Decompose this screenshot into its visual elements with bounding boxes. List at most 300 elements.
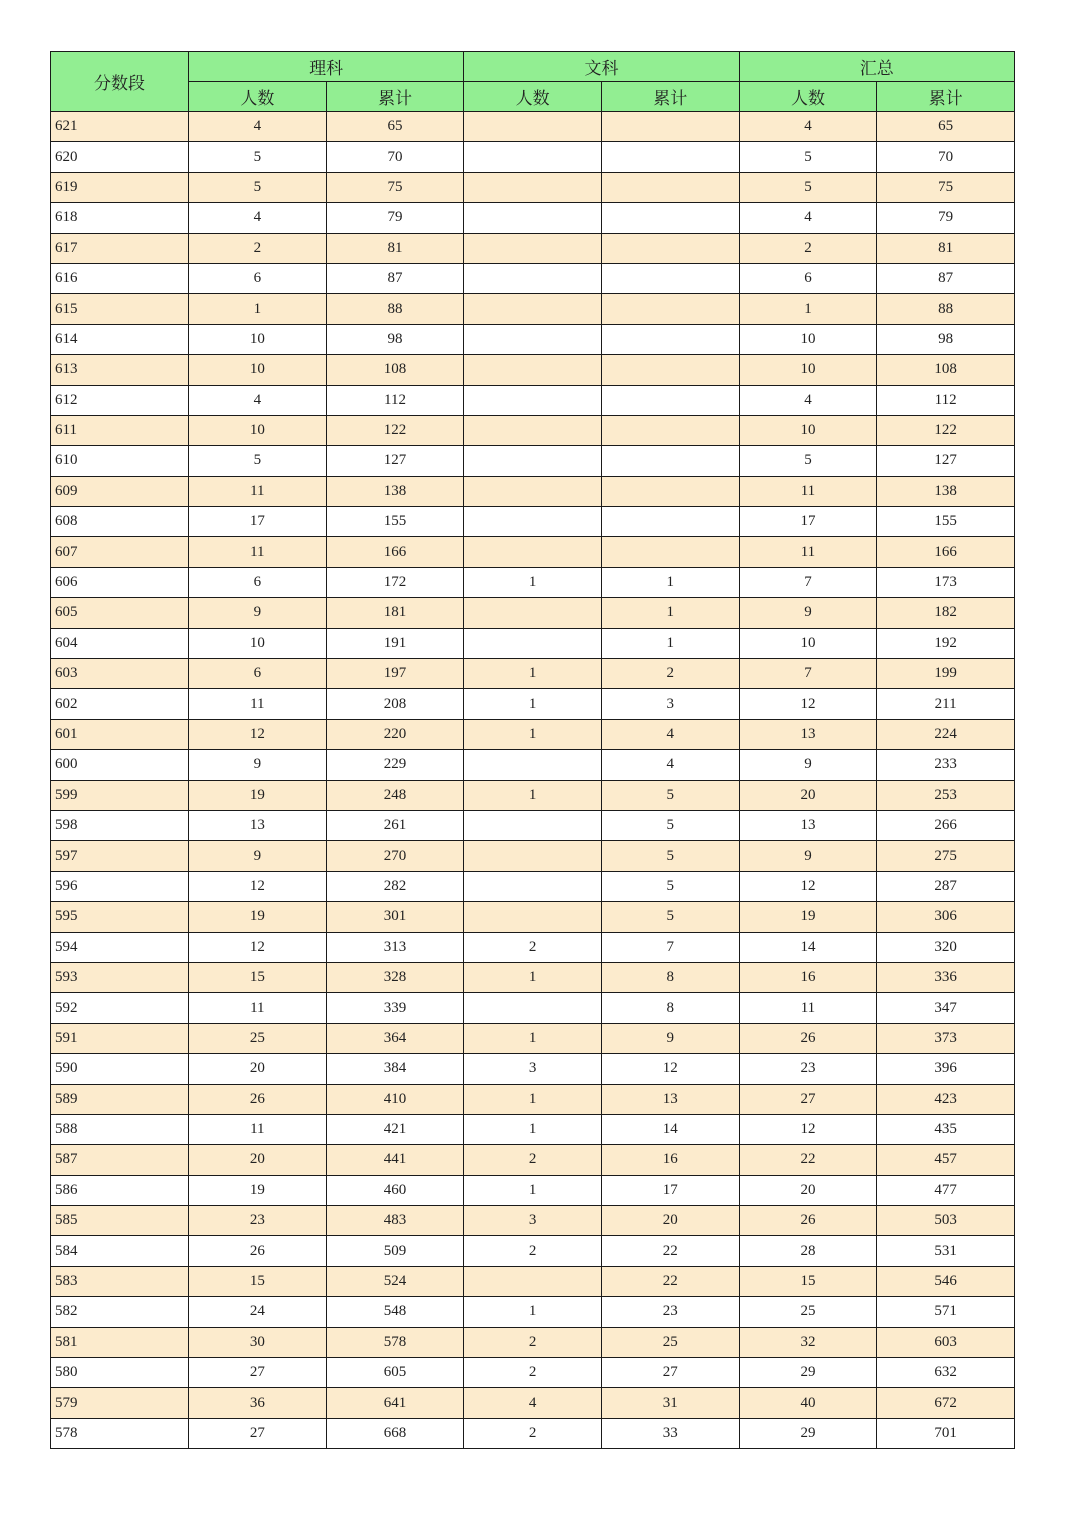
cell-science-cumulative: 548	[326, 1297, 464, 1327]
cell-arts-count	[464, 263, 602, 293]
cell-score: 620	[51, 142, 189, 172]
table-row	[51, 750, 1015, 780]
cell-arts-count	[464, 841, 602, 871]
cell-score: 604	[51, 628, 189, 658]
cell-score: 586	[51, 1175, 189, 1205]
cell-total-count: 6	[739, 263, 877, 293]
cell-total-count: 26	[739, 1023, 877, 1053]
cell-science-cumulative: 65	[326, 112, 464, 142]
cell-total-count: 20	[739, 780, 877, 810]
cell-total-cumulative: 75	[877, 172, 1015, 202]
header-score-band: 分数段	[51, 52, 189, 112]
cell-arts-count	[464, 871, 602, 901]
cell-total-count: 11	[739, 993, 877, 1023]
cell-total-cumulative: 373	[877, 1023, 1015, 1053]
cell-score: 580	[51, 1358, 189, 1388]
cell-total-count: 13	[739, 719, 877, 749]
table-row	[51, 962, 1015, 992]
cell-arts-count	[464, 446, 602, 476]
cell-science-count: 2	[189, 233, 327, 263]
cell-science-cumulative: 220	[326, 719, 464, 749]
cell-arts-count	[464, 537, 602, 567]
cell-science-cumulative: 339	[326, 993, 464, 1023]
cell-arts-count: 1	[464, 1023, 602, 1053]
cell-total-cumulative: 571	[877, 1297, 1015, 1327]
cell-score: 579	[51, 1388, 189, 1418]
cell-arts-cumulative: 4	[601, 719, 739, 749]
cell-arts-cumulative	[601, 142, 739, 172]
cell-total-count: 12	[739, 1114, 877, 1144]
cell-score: 609	[51, 476, 189, 506]
cell-arts-count: 1	[464, 962, 602, 992]
cell-science-count: 6	[189, 567, 327, 597]
cell-score: 601	[51, 719, 189, 749]
cell-arts-cumulative: 4	[601, 750, 739, 780]
cell-arts-count	[464, 507, 602, 537]
cell-science-cumulative: 578	[326, 1327, 464, 1357]
cell-science-cumulative: 282	[326, 871, 464, 901]
table-row	[51, 203, 1015, 233]
header-row-top	[51, 52, 1015, 82]
cell-science-cumulative: 138	[326, 476, 464, 506]
cell-arts-cumulative: 16	[601, 1145, 739, 1175]
cell-arts-count: 1	[464, 1297, 602, 1327]
cell-arts-cumulative: 5	[601, 810, 739, 840]
cell-score: 610	[51, 446, 189, 476]
header-science: 理科	[189, 52, 464, 82]
cell-arts-count	[464, 233, 602, 263]
table-row	[51, 598, 1015, 628]
cell-arts-cumulative: 1	[601, 598, 739, 628]
cell-score: 584	[51, 1236, 189, 1266]
cell-arts-cumulative: 7	[601, 932, 739, 962]
cell-arts-count	[464, 1266, 602, 1296]
cell-total-count: 2	[739, 233, 877, 263]
cell-total-cumulative: 672	[877, 1388, 1015, 1418]
cell-total-count: 10	[739, 355, 877, 385]
cell-total-count: 5	[739, 446, 877, 476]
cell-science-cumulative: 81	[326, 233, 464, 263]
cell-science-cumulative: 79	[326, 203, 464, 233]
cell-total-cumulative: 603	[877, 1327, 1015, 1357]
cell-arts-count: 2	[464, 1358, 602, 1388]
cell-science-count: 11	[189, 537, 327, 567]
cell-total-count: 20	[739, 1175, 877, 1205]
cell-arts-cumulative	[601, 263, 739, 293]
table-row	[51, 1206, 1015, 1236]
cell-total-cumulative: 112	[877, 385, 1015, 415]
cell-science-count: 12	[189, 719, 327, 749]
cell-science-cumulative: 166	[326, 537, 464, 567]
cell-science-count: 26	[189, 1084, 327, 1114]
cell-arts-cumulative	[601, 415, 739, 445]
cell-arts-cumulative	[601, 385, 739, 415]
cell-science-count: 26	[189, 1236, 327, 1266]
cell-arts-count	[464, 476, 602, 506]
table-row	[51, 689, 1015, 719]
cell-total-cumulative: 192	[877, 628, 1015, 658]
cell-arts-count	[464, 294, 602, 324]
cell-science-count: 20	[189, 1145, 327, 1175]
cell-total-cumulative: 138	[877, 476, 1015, 506]
cell-arts-cumulative	[601, 446, 739, 476]
cell-total-count: 12	[739, 689, 877, 719]
cell-science-count: 9	[189, 750, 327, 780]
cell-science-count: 20	[189, 1054, 327, 1084]
cell-total-count: 10	[739, 628, 877, 658]
cell-arts-cumulative: 9	[601, 1023, 739, 1053]
cell-science-cumulative: 127	[326, 446, 464, 476]
cell-score: 605	[51, 598, 189, 628]
table-row	[51, 1358, 1015, 1388]
cell-arts-cumulative	[601, 537, 739, 567]
cell-score: 621	[51, 112, 189, 142]
cell-arts-cumulative: 1	[601, 628, 739, 658]
cell-total-cumulative: 531	[877, 1236, 1015, 1266]
cell-arts-cumulative: 1	[601, 567, 739, 597]
cell-arts-count	[464, 385, 602, 415]
cell-score: 598	[51, 810, 189, 840]
cell-score: 582	[51, 1297, 189, 1327]
cell-arts-cumulative: 5	[601, 871, 739, 901]
table-row	[51, 780, 1015, 810]
table-row	[51, 993, 1015, 1023]
cell-score: 591	[51, 1023, 189, 1053]
cell-science-count: 11	[189, 476, 327, 506]
table-row	[51, 294, 1015, 324]
cell-score: 617	[51, 233, 189, 263]
table-row	[51, 659, 1015, 689]
cell-total-cumulative: 79	[877, 203, 1015, 233]
cell-science-cumulative: 384	[326, 1054, 464, 1084]
table-row	[51, 142, 1015, 172]
table-row	[51, 446, 1015, 476]
cell-total-count: 10	[739, 324, 877, 354]
cell-total-cumulative: 155	[877, 507, 1015, 537]
cell-total-cumulative: 224	[877, 719, 1015, 749]
cell-total-count: 11	[739, 476, 877, 506]
cell-science-count: 23	[189, 1206, 327, 1236]
cell-arts-count: 1	[464, 567, 602, 597]
cell-science-cumulative: 122	[326, 415, 464, 445]
cell-science-cumulative: 70	[326, 142, 464, 172]
cell-science-cumulative: 248	[326, 780, 464, 810]
cell-score: 587	[51, 1145, 189, 1175]
cell-arts-count: 2	[464, 1327, 602, 1357]
cell-arts-count	[464, 172, 602, 202]
cell-arts-cumulative	[601, 355, 739, 385]
table-row	[51, 810, 1015, 840]
cell-total-count: 19	[739, 902, 877, 932]
cell-arts-cumulative: 8	[601, 962, 739, 992]
cell-science-count: 19	[189, 902, 327, 932]
cell-score: 585	[51, 1206, 189, 1236]
cell-science-cumulative: 460	[326, 1175, 464, 1205]
cell-science-count: 4	[189, 385, 327, 415]
header-science-count: 人数	[189, 82, 327, 112]
header-row-sub	[51, 82, 1015, 112]
cell-score: 613	[51, 355, 189, 385]
cell-science-count: 5	[189, 142, 327, 172]
table-body	[51, 112, 1015, 1449]
cell-total-count: 4	[739, 385, 877, 415]
table-row	[51, 476, 1015, 506]
cell-arts-cumulative	[601, 507, 739, 537]
cell-total-cumulative: 266	[877, 810, 1015, 840]
cell-total-cumulative: 122	[877, 415, 1015, 445]
table-row	[51, 233, 1015, 263]
cell-total-count: 16	[739, 962, 877, 992]
table-row	[51, 932, 1015, 962]
table-row	[51, 902, 1015, 932]
cell-score: 614	[51, 324, 189, 354]
cell-arts-count: 1	[464, 1175, 602, 1205]
table-row	[51, 324, 1015, 354]
cell-score: 593	[51, 962, 189, 992]
cell-science-cumulative: 98	[326, 324, 464, 354]
table-row	[51, 1023, 1015, 1053]
cell-total-count: 40	[739, 1388, 877, 1418]
cell-total-cumulative: 199	[877, 659, 1015, 689]
cell-arts-cumulative: 23	[601, 1297, 739, 1327]
cell-arts-cumulative: 22	[601, 1266, 739, 1296]
cell-science-count: 11	[189, 993, 327, 1023]
cell-arts-count: 1	[464, 659, 602, 689]
cell-science-count: 6	[189, 263, 327, 293]
table-row	[51, 385, 1015, 415]
cell-total-count: 26	[739, 1206, 877, 1236]
cell-total-cumulative: 253	[877, 780, 1015, 810]
cell-science-count: 11	[189, 1114, 327, 1144]
cell-science-count: 4	[189, 203, 327, 233]
cell-arts-count: 2	[464, 1145, 602, 1175]
cell-total-count: 13	[739, 810, 877, 840]
header-arts: 文科	[464, 52, 739, 82]
cell-science-count: 27	[189, 1358, 327, 1388]
table-header	[51, 52, 1015, 112]
cell-arts-cumulative: 5	[601, 841, 739, 871]
cell-total-cumulative: 306	[877, 902, 1015, 932]
cell-science-count: 6	[189, 659, 327, 689]
cell-score: 596	[51, 871, 189, 901]
cell-score: 589	[51, 1084, 189, 1114]
cell-arts-count: 4	[464, 1388, 602, 1418]
header-total: 汇总	[739, 52, 1014, 82]
cell-science-cumulative: 328	[326, 962, 464, 992]
cell-arts-count: 3	[464, 1206, 602, 1236]
table-row	[51, 1297, 1015, 1327]
cell-science-cumulative: 181	[326, 598, 464, 628]
cell-score: 597	[51, 841, 189, 871]
cell-arts-count: 2	[464, 1236, 602, 1266]
cell-total-count: 10	[739, 415, 877, 445]
table-row	[51, 841, 1015, 871]
cell-total-cumulative: 632	[877, 1358, 1015, 1388]
cell-total-count: 23	[739, 1054, 877, 1084]
cell-science-cumulative: 172	[326, 567, 464, 597]
cell-total-cumulative: 81	[877, 233, 1015, 263]
cell-total-cumulative: 173	[877, 567, 1015, 597]
cell-arts-cumulative: 13	[601, 1084, 739, 1114]
cell-score: 618	[51, 203, 189, 233]
cell-arts-count: 1	[464, 1084, 602, 1114]
cell-total-cumulative: 233	[877, 750, 1015, 780]
cell-science-count: 17	[189, 507, 327, 537]
cell-total-count: 4	[739, 203, 877, 233]
cell-science-cumulative: 509	[326, 1236, 464, 1266]
table-row	[51, 1054, 1015, 1084]
header-arts-cumulative: 累计	[601, 82, 739, 112]
cell-science-count: 12	[189, 932, 327, 962]
cell-arts-count	[464, 142, 602, 172]
cell-total-cumulative: 275	[877, 841, 1015, 871]
table-row	[51, 355, 1015, 385]
cell-science-count: 19	[189, 780, 327, 810]
cell-total-cumulative: 701	[877, 1418, 1015, 1448]
cell-arts-count: 1	[464, 689, 602, 719]
cell-science-cumulative: 88	[326, 294, 464, 324]
cell-science-cumulative: 112	[326, 385, 464, 415]
cell-science-cumulative: 483	[326, 1206, 464, 1236]
cell-arts-cumulative	[601, 112, 739, 142]
cell-science-cumulative: 605	[326, 1358, 464, 1388]
cell-arts-cumulative	[601, 294, 739, 324]
cell-total-cumulative: 546	[877, 1266, 1015, 1296]
cell-score: 619	[51, 172, 189, 202]
cell-arts-count: 2	[464, 1418, 602, 1448]
cell-score: 595	[51, 902, 189, 932]
header-science-cumulative: 累计	[326, 82, 464, 112]
cell-science-cumulative: 668	[326, 1418, 464, 1448]
table-row	[51, 1175, 1015, 1205]
cell-arts-cumulative: 25	[601, 1327, 739, 1357]
cell-science-cumulative: 524	[326, 1266, 464, 1296]
cell-science-count: 10	[189, 628, 327, 658]
cell-arts-cumulative: 12	[601, 1054, 739, 1084]
cell-total-cumulative: 108	[877, 355, 1015, 385]
cell-total-count: 9	[739, 598, 877, 628]
cell-arts-cumulative: 5	[601, 902, 739, 932]
cell-score: 608	[51, 507, 189, 537]
table-row	[51, 871, 1015, 901]
cell-science-cumulative: 313	[326, 932, 464, 962]
cell-score: 590	[51, 1054, 189, 1084]
cell-arts-cumulative: 20	[601, 1206, 739, 1236]
cell-arts-count: 2	[464, 932, 602, 962]
table-row	[51, 1266, 1015, 1296]
cell-score: 612	[51, 385, 189, 415]
cell-score: 603	[51, 659, 189, 689]
cell-science-count: 5	[189, 172, 327, 202]
cell-science-cumulative: 191	[326, 628, 464, 658]
cell-science-count: 5	[189, 446, 327, 476]
header-arts-count: 人数	[464, 82, 602, 112]
cell-score: 600	[51, 750, 189, 780]
cell-score: 599	[51, 780, 189, 810]
cell-arts-cumulative: 31	[601, 1388, 739, 1418]
cell-total-count: 29	[739, 1358, 877, 1388]
table-row	[51, 628, 1015, 658]
cell-science-cumulative: 75	[326, 172, 464, 202]
cell-science-cumulative: 441	[326, 1145, 464, 1175]
cell-science-count: 24	[189, 1297, 327, 1327]
cell-science-cumulative: 108	[326, 355, 464, 385]
cell-total-count: 5	[739, 142, 877, 172]
cell-science-count: 27	[189, 1418, 327, 1448]
cell-total-cumulative: 98	[877, 324, 1015, 354]
cell-science-cumulative: 87	[326, 263, 464, 293]
cell-arts-cumulative: 22	[601, 1236, 739, 1266]
cell-science-count: 9	[189, 841, 327, 871]
cell-total-cumulative: 336	[877, 962, 1015, 992]
cell-arts-count	[464, 628, 602, 658]
cell-total-cumulative: 211	[877, 689, 1015, 719]
cell-total-cumulative: 182	[877, 598, 1015, 628]
cell-score: 578	[51, 1418, 189, 1448]
cell-science-cumulative: 197	[326, 659, 464, 689]
cell-science-cumulative: 421	[326, 1114, 464, 1144]
cell-total-count: 7	[739, 567, 877, 597]
cell-arts-cumulative	[601, 203, 739, 233]
cell-total-cumulative: 423	[877, 1084, 1015, 1114]
cell-score: 581	[51, 1327, 189, 1357]
cell-score: 616	[51, 263, 189, 293]
cell-science-count: 36	[189, 1388, 327, 1418]
cell-arts-cumulative: 17	[601, 1175, 739, 1205]
cell-arts-cumulative	[601, 233, 739, 263]
cell-score: 594	[51, 932, 189, 962]
cell-science-count: 13	[189, 810, 327, 840]
cell-total-count: 25	[739, 1297, 877, 1327]
table-row	[51, 1327, 1015, 1357]
table-row	[51, 1114, 1015, 1144]
cell-science-cumulative: 641	[326, 1388, 464, 1418]
cell-total-count: 32	[739, 1327, 877, 1357]
cell-arts-count	[464, 355, 602, 385]
cell-total-cumulative: 457	[877, 1145, 1015, 1175]
cell-total-cumulative: 70	[877, 142, 1015, 172]
table-row	[51, 567, 1015, 597]
cell-arts-count: 1	[464, 719, 602, 749]
table-row	[51, 537, 1015, 567]
cell-arts-cumulative	[601, 172, 739, 202]
cell-total-count: 29	[739, 1418, 877, 1448]
cell-total-count: 12	[739, 871, 877, 901]
cell-total-count: 4	[739, 112, 877, 142]
header-total-cumulative: 累计	[877, 82, 1015, 112]
cell-arts-count: 3	[464, 1054, 602, 1084]
table-row	[51, 1236, 1015, 1266]
cell-science-count: 9	[189, 598, 327, 628]
table-row	[51, 1388, 1015, 1418]
cell-arts-count	[464, 112, 602, 142]
cell-score: 592	[51, 993, 189, 1023]
cell-total-count: 9	[739, 750, 877, 780]
cell-total-cumulative: 347	[877, 993, 1015, 1023]
table-row	[51, 172, 1015, 202]
cell-science-count: 12	[189, 871, 327, 901]
header-total-count: 人数	[739, 82, 877, 112]
cell-arts-count: 1	[464, 1114, 602, 1144]
cell-arts-count	[464, 415, 602, 445]
cell-total-cumulative: 287	[877, 871, 1015, 901]
cell-total-cumulative: 65	[877, 112, 1015, 142]
cell-total-cumulative: 320	[877, 932, 1015, 962]
table-row	[51, 1145, 1015, 1175]
table-row	[51, 263, 1015, 293]
cell-science-count: 11	[189, 689, 327, 719]
cell-total-count: 11	[739, 537, 877, 567]
